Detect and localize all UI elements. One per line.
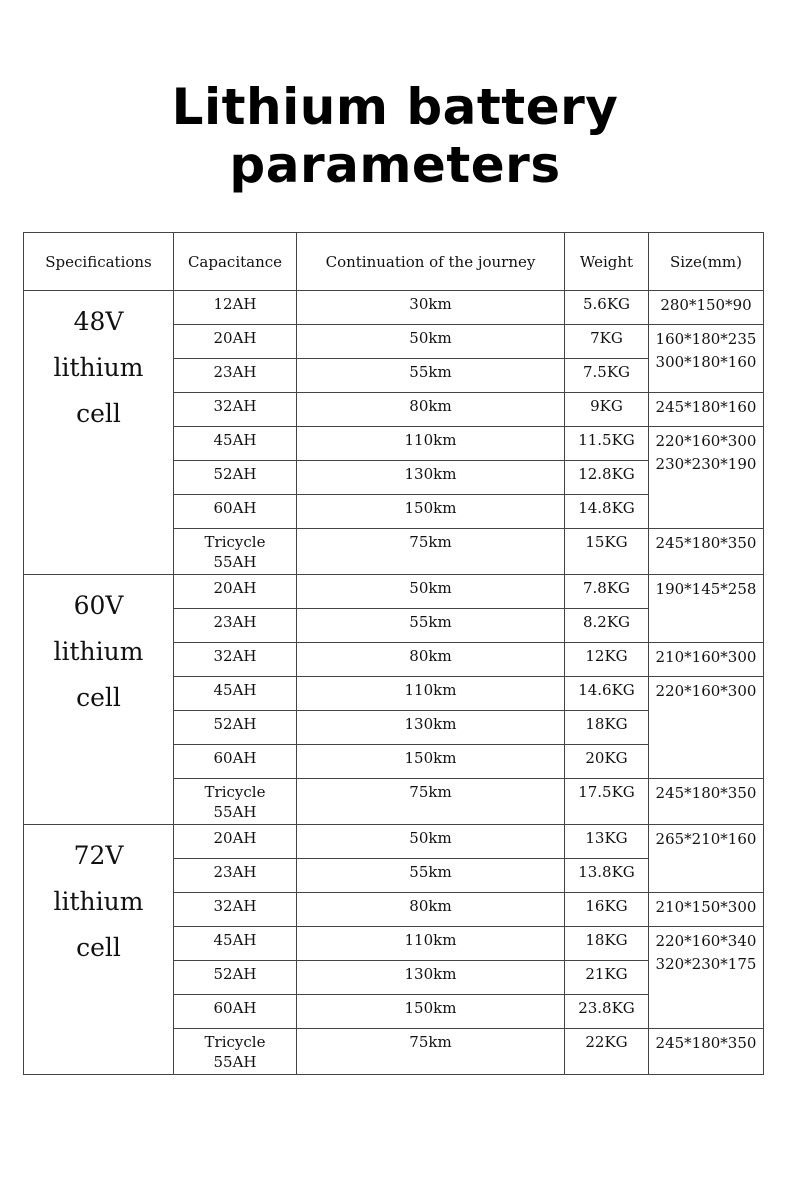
journey-cell: 150km [297,745,565,779]
journey-cell: 75km [297,779,565,825]
journey-cell: 80km [297,393,565,427]
weight-cell: 13.8KG [565,859,649,893]
size-cell [649,575,764,643]
size-value: 210*160*300 [655,648,757,666]
capacitance-line: 55AH [213,803,257,821]
journey-cell: 80km [297,893,565,927]
size-cell [649,643,764,677]
journey-cell: 55km [297,359,565,393]
spec-voltage: 72V [73,841,124,870]
weight-cell: 12KG [565,643,649,677]
size-cell [649,677,764,779]
size-cell [649,893,764,927]
spec-type: lithium [53,637,144,666]
size-cell [649,1029,764,1075]
weight-cell: 7.8KG [565,575,649,609]
weight-cell: 11.5KG [565,427,649,461]
size-value: 220*160*300 [655,682,757,700]
capacitance-cell: 20AH [174,575,297,609]
capacitance-cell: 23AH [174,609,297,643]
journey-cell: 110km [297,677,565,711]
capacitance-cell: 60AH [174,495,297,529]
capacitance-cell: 32AH [174,393,297,427]
size-value: 265*210*160 [655,830,757,848]
size-cell [649,427,764,529]
weight-cell: 14.6KG [565,677,649,711]
capacitance-cell: 52AH [174,461,297,495]
capacitance-line: Tricycle [204,783,266,801]
weight-cell: 16KG [565,893,649,927]
spec-unit: cell [76,683,121,712]
spec-cell-48v [24,291,174,575]
capacitance-cell: 60AH [174,995,297,1029]
capacitance-cell [174,1029,297,1075]
capacitance-cell: 32AH [174,893,297,927]
journey-cell: 130km [297,961,565,995]
table-row [24,825,764,859]
capacitance-line: 55AH [213,1053,257,1071]
size-cell [649,291,764,325]
size-cell [649,529,764,575]
size-value: 230*230*190 [655,455,757,473]
weight-cell: 21KG [565,961,649,995]
size-cell [649,779,764,825]
capacitance-cell: 20AH [174,825,297,859]
capacitance-line: Tricycle [204,1033,266,1051]
weight-cell: 23.8KG [565,995,649,1029]
weight-cell: 7.5KG [565,359,649,393]
weight-cell: 9KG [565,393,649,427]
spec-unit: cell [76,933,121,962]
size-value: 160*180*235 [655,330,757,348]
journey-cell: 50km [297,575,565,609]
capacitance-cell: 52AH [174,961,297,995]
journey-cell: 110km [297,427,565,461]
table-row [24,291,764,325]
size-value: 190*145*258 [655,580,757,598]
size-value: 280*150*90 [660,296,752,314]
capacitance-cell: 45AH [174,927,297,961]
size-cell [649,393,764,427]
spec-voltage: 48V [73,307,124,336]
journey-cell: 130km [297,711,565,745]
capacitance-cell: 52AH [174,711,297,745]
journey-cell: 75km [297,529,565,575]
size-value: 300*180*160 [655,353,757,371]
journey-cell: 30km [297,291,565,325]
weight-cell: 12.8KG [565,461,649,495]
capacitance-line: 55AH [213,553,257,571]
weight-cell: 5.6KG [565,291,649,325]
weight-cell: 22KG [565,1029,649,1075]
capacitance-cell: 45AH [174,677,297,711]
capacitance-cell: 23AH [174,859,297,893]
header-size: Size(mm) [649,233,764,291]
size-cell [649,927,764,1029]
spec-cell-72v [24,825,174,1075]
capacitance-cell: 23AH [174,359,297,393]
spec-unit: cell [76,399,121,428]
size-cell [649,325,764,393]
size-value: 220*160*300 [655,432,757,450]
weight-cell: 7KG [565,325,649,359]
page-title: Lithium battery parameters [171,78,619,194]
journey-cell: 80km [297,643,565,677]
journey-cell: 110km [297,927,565,961]
weight-cell: 20KG [565,745,649,779]
journey-cell: 55km [297,859,565,893]
weight-cell: 15KG [565,529,649,575]
capacitance-cell: 45AH [174,427,297,461]
journey-cell: 150km [297,995,565,1029]
weight-cell: 13KG [565,825,649,859]
journey-cell: 150km [297,495,565,529]
size-value: 220*160*340 [655,932,757,950]
table-header-row [24,233,764,291]
journey-cell: 75km [297,1029,565,1075]
weight-cell: 17.5KG [565,779,649,825]
capacitance-cell [174,779,297,825]
journey-cell: 55km [297,609,565,643]
spec-cell-60v [24,575,174,825]
capacitance-line: Tricycle [204,533,266,551]
header-specifications: Specifications [24,233,174,291]
size-cell [649,825,764,893]
weight-cell: 18KG [565,711,649,745]
size-value: 210*150*300 [655,898,757,916]
journey-cell: 50km [297,825,565,859]
header-capacitance: Capacitance [174,233,297,291]
capacitance-cell: 20AH [174,325,297,359]
size-value: 245*180*160 [655,398,757,416]
weight-cell: 18KG [565,927,649,961]
capacitance-cell [174,529,297,575]
journey-cell: 50km [297,325,565,359]
size-value: 320*230*175 [655,955,757,973]
weight-cell: 8.2KG [565,609,649,643]
size-value: 245*180*350 [655,784,757,802]
table-row [24,575,764,609]
header-journey: Continuation of the journey [297,233,565,291]
header-weight: Weight [565,233,649,291]
journey-cell: 130km [297,461,565,495]
spec-voltage: 60V [73,591,124,620]
spec-type: lithium [53,353,144,382]
size-value: 245*180*350 [655,534,757,552]
size-value: 245*180*350 [655,1034,757,1052]
spec-type: lithium [53,887,144,916]
parameters-table [23,232,764,1075]
capacitance-cell: 32AH [174,643,297,677]
capacitance-cell: 12AH [174,291,297,325]
capacitance-cell: 60AH [174,745,297,779]
weight-cell: 14.8KG [565,495,649,529]
